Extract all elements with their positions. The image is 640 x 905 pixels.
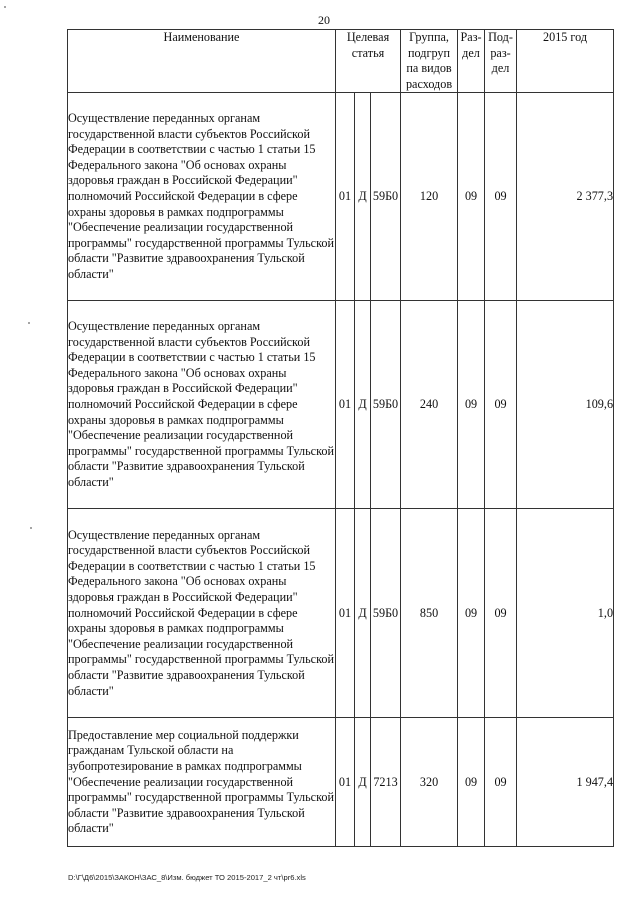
row-amount: 2 377,3 [517,93,614,301]
row-amount: 1,0 [517,509,614,718]
page-number: 20 [318,13,330,27]
table-row [68,718,614,847]
header-target-article: Целевая статья [336,30,401,93]
header-subsection: Под- раз- дел [485,30,517,93]
budget-table [67,29,614,847]
scan-speck [4,6,6,8]
row-amount: 109,6 [517,301,614,509]
row-subsection: 09 [485,718,517,847]
row-name: Осуществление переданных органам государственной власти субъектов Российской Федерации в соответствии с частью 1 статьи 15 Федерального закона "Об основах охраны здоровья граждан в Российской Федерации" полномочий Российской Федерации в сфере охраны здоровья в рамках подпрограммы "Обеспечение реализации государственной программы" государственной программы Тульской области "Развитие здравоохранения Тульской области" [68,509,336,718]
row-subsection: 09 [485,301,517,509]
row-code-program: 01 [336,301,355,509]
row-group: 240 [401,301,458,509]
header-group: Группа, подгруп па видов расходов [401,30,458,93]
scan-speck [28,322,30,324]
row-code-subprogram: Д [355,718,371,847]
row-code-subprogram: Д [355,509,371,718]
row-code-subprogram: Д [355,301,371,509]
row-section: 09 [458,718,485,847]
header-year: 2015 год [517,30,614,93]
row-name: Предоставление мер социальной поддержки гражданам Тульской области на зубопротезирование в рамках подпрограммы "Обеспечение реализации государственной программы" государственной программы Тульской области "Развитие здравоохранения Тульской области" [68,718,336,847]
table-row [68,509,614,718]
row-code-program: 01 [336,509,355,718]
row-name: Осуществление переданных органам государственной власти субъектов Российской Федерации в соответствии с частью 1 статьи 15 Федерального закона "Об основах охраны здоровья граждан в Российской Федерации" полномочий Российской Федерации в сфере охраны здоровья в рамках подпрограммы "Обеспечение реализации государственной программы" государственной программы Тульской области "Развитие здравоохранения Тульской области" [68,301,336,509]
row-code-direction: 7213 [371,718,401,847]
row-group: 320 [401,718,458,847]
scan-speck [30,527,32,529]
row-code-subprogram: Д [355,93,371,301]
row-section: 09 [458,509,485,718]
row-group: 120 [401,93,458,301]
row-group: 850 [401,509,458,718]
header-name: Наименование [68,30,336,93]
row-subsection: 09 [485,509,517,718]
row-amount: 1 947,4 [517,718,614,847]
row-name: Осуществление переданных органам государственной власти субъектов Российской Федерации в соответствии с частью 1 статьи 15 Федерального закона "Об основах охраны здоровья граждан в Российской Федерации" полномочий Российской Федерации в сфере охраны здоровья в рамках подпрограммы "Обеспечение реализации государственной программы" государственной программы Тульской области "Развитие здравоохранения Тульской области" [68,93,336,301]
table-row [68,93,614,301]
file-path-footer: D:\Г\Д6\2015\ЗАКОН\ЗАС_8\Изм. бюджет ТО 2015-2017_2 чт\pr6.xls [68,873,306,882]
table-header-row [68,30,614,93]
row-section: 09 [458,93,485,301]
row-code-direction: 59Б0 [371,301,401,509]
row-code-program: 01 [336,93,355,301]
row-code-direction: 59Б0 [371,509,401,718]
row-subsection: 09 [485,93,517,301]
row-code-program: 01 [336,718,355,847]
header-section: Раз- дел [458,30,485,93]
table-row [68,301,614,509]
row-section: 09 [458,301,485,509]
row-code-direction: 59Б0 [371,93,401,301]
